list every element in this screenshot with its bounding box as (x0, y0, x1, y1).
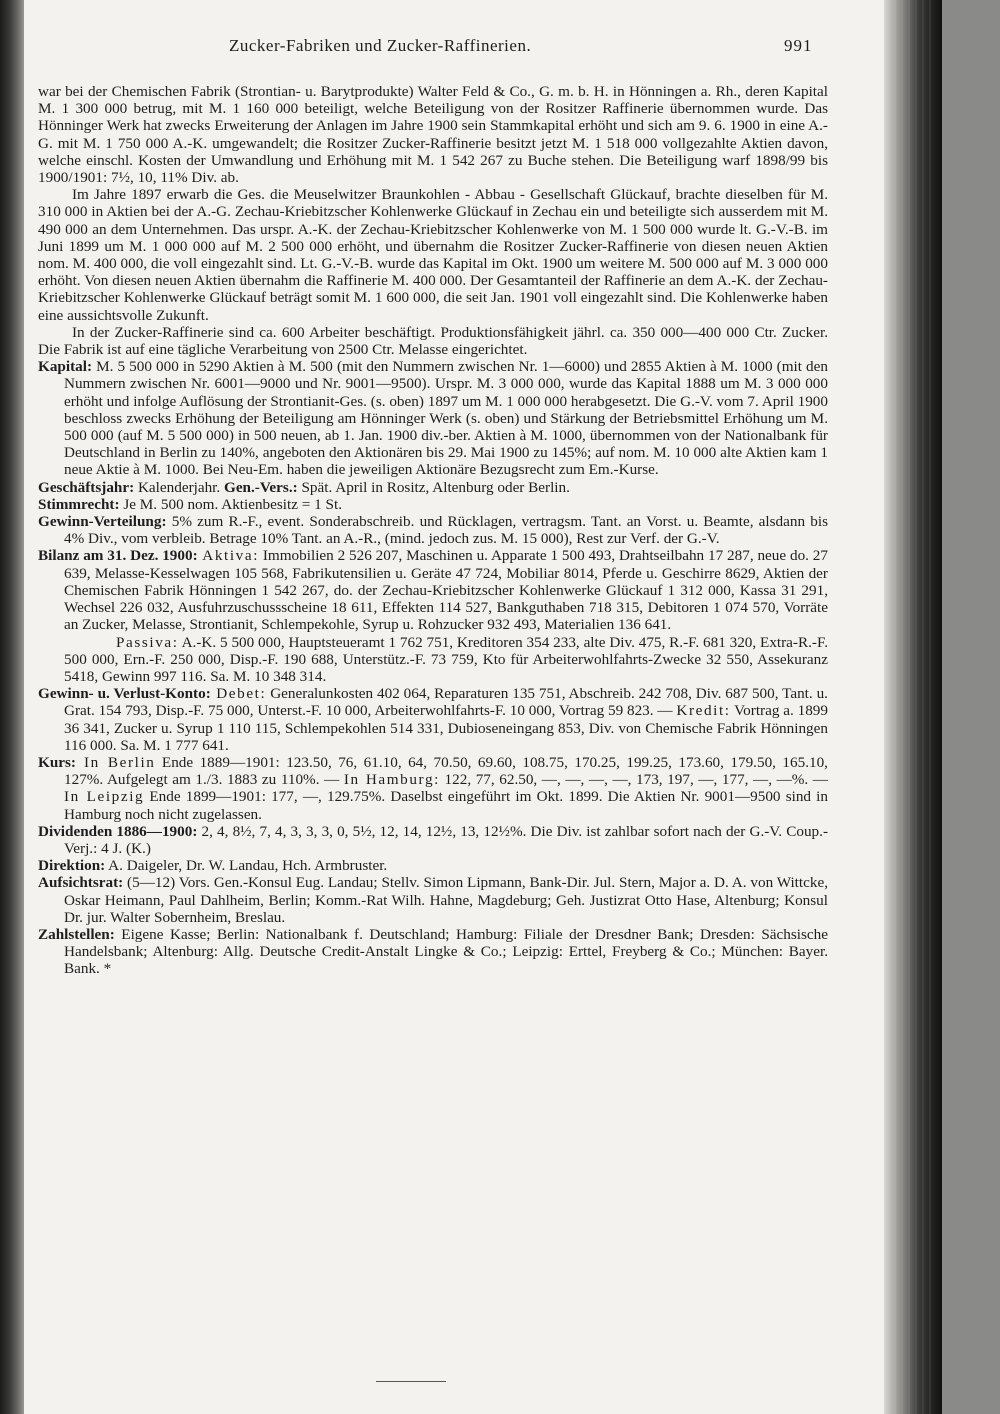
entry-label: Stimmrecht: (38, 495, 120, 513)
kurs-hamburg-label: In Hamburg: (343, 771, 440, 789)
entry-text: A. Daigeler, Dr. W. Landau, Hch. Armbruster. (105, 857, 388, 875)
entry-text: Ende 1899—1901: 177, —, 129.75%. Daselbst eingeführt im Okt. 1899. Die Aktien Nr. 9001—9500 sind in Hamburg noch nicht zugelassen. (64, 788, 828, 823)
entry-text: 2, 4, 8½, 7, 4, 3, 3, 3, 0, 5½, 12, 14, 12½, 13, 12½%. Die Div. ist zahlbar sofort nach der G.-V. Coup.-Verj.: 4 J. (K.) (64, 822, 828, 857)
scanned-page (24, 0, 942, 1414)
entry-text: Vortrag a. 1899 36 341, Zucker u. Syrup 1 110 115, Schlempekohlen 514 331, Dubioseneingang 853, Div. von Chemische Fabrik Hönningen 116 000. Sa. M. 1 777 641. (64, 702, 828, 754)
entry-passiva (38, 634, 828, 686)
entry-text: Je M. 500 nom. Aktienbesitz = 1 St. (119, 495, 342, 513)
entry-kurs (38, 754, 828, 823)
book-spine-shadow (0, 0, 24, 1414)
paragraph-production: In der Zucker-Raffinerie sind ca. 600 Arbeiter beschäftigt. Produktionsfähigkeit jährl. ca. 350 000—400 000 Ctr. Zucker. Die Fabrik ist auf eine tägliche Verarbeitung von 2500 Ctr. Melasse eingerichtet. (38, 323, 828, 359)
entry-label: Kurs: (38, 753, 76, 771)
entry-label: Kapital: (38, 358, 93, 376)
entry-bilanz (38, 547, 828, 633)
entry-text: 5% zum R.-F., event. Sonderabschreib. und Rücklagen, vertragsm. Tant. an Vorst. u. Beamte, alsdann bis 4% Div., vom verbleib. Betrage 10% Tant. an A.-R., (mind. jedoch zus. M. 15 000), Rest zur Verf. der G.-V. (64, 513, 828, 548)
page-number: 991 (784, 36, 813, 55)
entry-text: Immobilien 2 526 207, Maschinen u. Apparate 1 500 493, Drahtseilbahn 17 287, neue do. 27 639, Melasse-Kesselwagen 105 568, Fabrikutensilien u. Geräte 47 724, Mobiliar 8014, Pferde u. Geschirre 8629, Aktien der Chemischen Fabrik Hönningen 1 542 267, do. der Zechau-Kriebitzscher Kohlenwerke Glückauf 1 312 000, Kassa 31 291, Wechsel 226 032, Ausfuhrzuschussscheine 18 611, Effekten 114 527, Bankguthaben 718 315, Debitoren 1 074 570, Vorräte an Zucker, Melasse, Strontianit, Schlempekohle, Syrup u. Rohzucker 932 493, Materialien 136 641. (64, 547, 828, 634)
entry-text: (5—12) Vors. Gen.-Konsul Eug. Landau; Stellv. Simon Lipmann, Bank-Dir. Jul. Stern, Major a. D. A. von Wittcke, Oskar Heimann, Paul Dahlheim, Berlin; Komm.-Rat Wilh. Hahne, Magdeburg; Geh. Justizrat Otto Hase, Altenburg; Konsul Dr. jur. Walter Sobernheim, Breslau. (64, 874, 828, 926)
aktiva-label: Aktiva: (197, 547, 260, 565)
entry-geschaeftsjahr (38, 479, 828, 496)
page-body (38, 83, 828, 978)
entry-dividenden (38, 823, 828, 857)
entry-direktion (38, 857, 828, 874)
passiva-label: Passiva: (116, 633, 179, 651)
entry-zahlstellen (38, 926, 828, 978)
entry-stimmrecht (38, 496, 828, 513)
entry-label: Dividenden 1886—1900: (38, 822, 198, 840)
entry-gewinn-verteilung (38, 513, 828, 547)
entry-text: Spät. April in Rositz, Altenburg oder Berlin. (297, 478, 570, 496)
entry-label: Aufsichtsrat: (38, 874, 124, 892)
entry-text: Ende 1889—1901: 123.50, 76, 61.10, 64, 70.50, 69.60, 108.75, 170.25, 199.25, 173.60, 179.50, 165.10, 127%. Aufgelegt am 1./3. 1883 zu 110%. — (64, 753, 828, 789)
running-header (24, 36, 942, 60)
entry-text: A.-K. 5 500 000, Hauptsteueramt 1 762 751, Kreditoren 354 233, alte Div. 475, R.-F. 681 320, Extra-R.-F. 500 000, Ern.-F. 250 000, Disp.-F. 190 688, Unterstütz.-F. 73 759, Kto für Arbeiterwohlfahrts-Zwecke 32 550, Assekuranz 5418, Gewinn 997 116. Sa. M. 10 348 314. (64, 633, 828, 685)
entry-label-gen-vers: Gen.-Vers.: (224, 478, 298, 496)
entry-label: Geschäftsjahr: (38, 478, 135, 496)
entry-label: Zahlstellen: (38, 925, 115, 943)
entry-label: Gewinn-Verteilung: (38, 513, 167, 531)
entry-kapital (38, 358, 828, 478)
entry-aufsichtsrat (38, 874, 828, 926)
paragraph-meuselwitz: Im Jahre 1897 erwarb die Ges. die Meuselwitzer Braunkohlen - Abbau - Gesellschaft Glückauf, brachte dieselben für M. 310 000 in Aktien bei der A.-G. Zechau-Kriebitzscher Kohlenwerke Glückauf in Zechau ein und beteiligte sich ausserdem mit M. 490 000 an dem Unternehmen. Das urspr. A.-K. der Zechau-Kriebitzscher Kohlenwerke von M. 1 500 000 wurde lt. G.-V.-B. im Juni 1899 um M. 1 000 000 auf M. 2 500 000 erhöht, und übernahm die Rositzer Zucker-Raffinerie von diesen neuen Aktien nom. M. 400 000, die voll eingezahlt sind. Lt. G.-V.-B. wurde das Kapital im Okt. 1900 um weitere M. 500 000 auf M. 3 000 000 erhöht. Von diesen neuen Aktien übernahm die Raffinerie M. 400 000. Der Gesamtanteil der Raffinerie an dem A.-K. der Zechau-Kriebitzscher Kohlenwerke Glückauf beträgt somit M. 1 600 000, die seit Jan. 1901 voll eingezahlt sind. Die Kohlenwerke haben eine aussichtsvolle Zukunft. (38, 186, 828, 324)
entry-text: 122, 77, 62.50, —, —, —, —, 173, 197, —, 177, —, —%. — (439, 771, 828, 789)
closing-rule (376, 1381, 446, 1382)
entry-label: Bilanz am 31. Dez. 1900: (38, 547, 198, 565)
entry-label: Gewinn- u. Verlust-Konto: (38, 685, 211, 703)
entry-text: Generalunkosten 402 064, Reparaturen 135 751, Abschreib. 242 708, Div. 687 500, Tant. u. Grat. 154 793, Disp.-F. 75 000, Unterst.-F. 10 000, Arbeiterwohlfahrts-F. 10 000, Vortrag 59 823. — (64, 685, 828, 720)
page-edges (894, 0, 934, 1414)
header-title: Zucker-Fabriken und Zucker-Raffinerien. (229, 36, 532, 55)
kredit-label: Kredit: (676, 702, 731, 720)
entry-text: Eigene Kasse; Berlin: Nationalbank f. Deutschland; Hamburg: Filiale der Dresdner Bank; Dresden: Sächsische Handelsbank; Altenburg: Allg. Deutsche Credit-Anstalt Lingke & Co.; Leipzig: Erttel, Freyberg & Co.; München: Bayer. Bank. * (64, 925, 828, 978)
kurs-berlin-label: In Berlin (75, 753, 156, 771)
entry-text: M. 5 500 000 in 5290 Aktien à M. 500 (mit den Nummern zwischen Nr. 1—6000) und 2855 Aktien à M. 1000 (mit den Nummern zwischen Nr. 6001—9000 und Nr. 9001—9500). Urspr. M. 3 000 000, wurde das Kapital 1888 um M. 3 000 000 erhöht und infolge Auflösung der Strontianit-Ges. (s. oben) 1897 um M. 1 000 000 herabgesetzt. Die G.-V. vom 7. April 1900 beschloss zwecks Erhöhung der Beteiligung am Hönninger Werk (s. oben) und Stärkung der Betriebsmittel Erhöhung um M. 500 000 (auf M. 5 500 000) in 500 neuen, ab 1. Jan. 1900 div.-ber. Aktien à M. 1000, übernommen von der Nationalbank für Deutschland in Berlin zu 140%, angeboten den Aktionären bis 29. Mai 1900 zu 145%; auf nom. M. 10 000 alte Aktien kam 1 neue Aktie à M. 1000. Bei Neu-Em. haben die jeweiligen Aktionäre Bezugsrecht zum Em.-Kurse. (64, 358, 828, 479)
book-gutter-shadow (884, 0, 942, 1414)
entry-label: Direktion: (38, 857, 106, 875)
entry-gewinn-verlust (38, 685, 828, 754)
kurs-leipzig-label: In Leipzig (64, 788, 145, 806)
debet-label: Debet: (210, 685, 267, 703)
entry-text: Kalenderjahr. (134, 478, 224, 496)
paragraph-hoenningen: war bei der Chemischen Fabrik (Strontian- u. Barytprodukte) Walter Feld & Co., G. m. b. H. in Hönningen a. Rh., deren Kapital M. 1 300 000 betrug, mit M. 1 160 000 beteiligt, welche Beteiligung von der Rositzer Raffinerie übernommen wurde. Das Hönninger Werk hat zwecks Erweiterung der Anlagen im Jahre 1900 sein Stammkapital erhöht und sich am 9. 6. 1900 in eine A.-G. mit M. 1 750 000 A.-K. umgewandelt; die Rositzer Zucker-Raffinerie besitzt jetzt M. 1 518 000 vollgezahlte Aktien davon, welche einschl. Kosten der Umwandlung und Erhöhung mit M. 1 542 267 zu Buche stehen. Die Beteiligung warf 1898/99 bis 1900/1901: 7½, 10, 11% Div. ab. (38, 83, 828, 187)
